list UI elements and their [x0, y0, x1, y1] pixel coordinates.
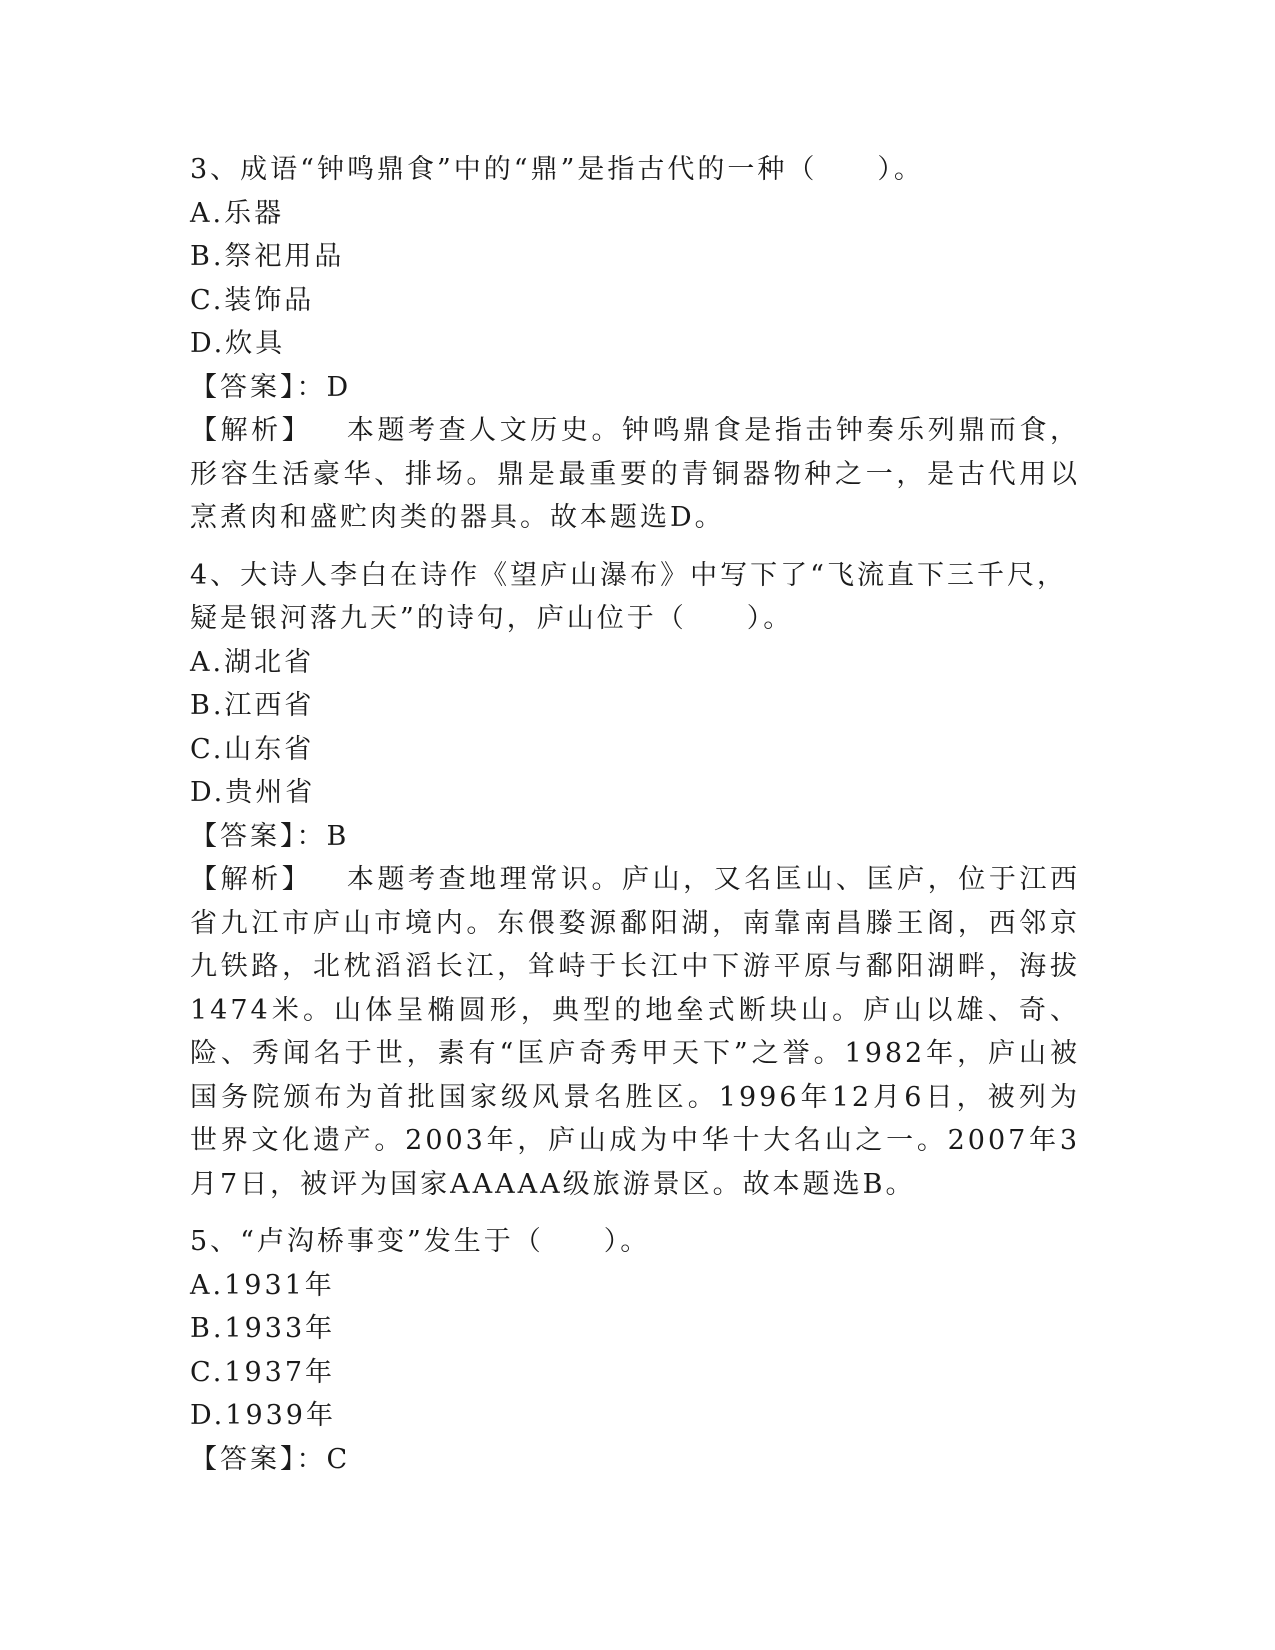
option-b: B.祭祀用品 [190, 241, 345, 272]
answer-line [190, 815, 1080, 859]
question-4 [190, 554, 1080, 1207]
question-3 [190, 148, 1080, 540]
option-d: D.炊具 [190, 328, 286, 359]
answer-label: 【答案】： [190, 820, 327, 852]
option-a: A.乐器 [190, 197, 285, 229]
answer-line [190, 1438, 1080, 1482]
option-b: B.1933年 [190, 1313, 336, 1344]
document-page [190, 148, 1080, 1495]
question-stem: 4、大诗人李白在诗作《望庐山瀑布》中写下了“飞流直下三千尺，疑是银河落九天”的诗句，庐山位于（ ）。 [190, 559, 1067, 634]
option-d: D.贵州省 [190, 777, 316, 808]
answer-label: 【答案】： [190, 371, 327, 403]
option-a: A.湖北省 [190, 646, 315, 678]
question-stem: 3、成语“钟鸣鼎食”中的“鼎”是指古代的一种（ ）。 [190, 154, 924, 185]
option-d: D.1939年 [190, 1400, 336, 1431]
option-c: C.1937年 [190, 1356, 335, 1388]
option-c: C.装饰品 [190, 284, 315, 316]
option-b: B.江西省 [190, 690, 315, 721]
analysis-text: 本题考查人文历史。钟鸣鼎食是指击钟奏乐列鼎而食，形容生活豪华、排场。鼎是最重要的青铜器物种之一，是古代用以烹煮肉和盛贮肉类的器具。故本题选D。 [190, 415, 1081, 533]
option-a: A.1931年 [190, 1269, 335, 1301]
question-5 [190, 1220, 1080, 1481]
analysis-paragraph [190, 858, 1080, 1206]
answer-label: 【答案】： [190, 1443, 327, 1475]
analysis-label: 【解析】 [190, 415, 313, 446]
analysis-label: 【解析】 [190, 864, 313, 895]
option-c: C.山东省 [190, 733, 315, 765]
answer-value: B [326, 820, 350, 852]
analysis-paragraph [190, 409, 1080, 540]
answer-line [190, 366, 1080, 410]
answer-value: D [326, 371, 352, 403]
answer-value: C [326, 1443, 351, 1475]
analysis-text: 本题考查地理常识。庐山，又名匡山、匡庐，位于江西省九江市庐山市境内。东偎婺源鄱阳湖，南靠南昌滕王阁，西邻京九铁路，北枕滔滔长江，耸峙于长江中下游平原与鄱阳湖畔，海拔1474米。山体呈椭圆形，典型的地垒式断块山。庐山以雄、奇、险、秀闻名于世，素有“匡庐奇秀甲天下”之誉。1982年，庐山被国务院颁布为首批国家级风景名胜区。1996年12月6日，被列为世界文化遗产。2003年，庐山成为中华十大名山之一。2007年3月7日，被评为国家AAAAA级旅游景区。故本题选B。 [190, 864, 1081, 1200]
question-stem: 5、“卢沟桥事变”发生于（ ）。 [190, 1226, 651, 1257]
